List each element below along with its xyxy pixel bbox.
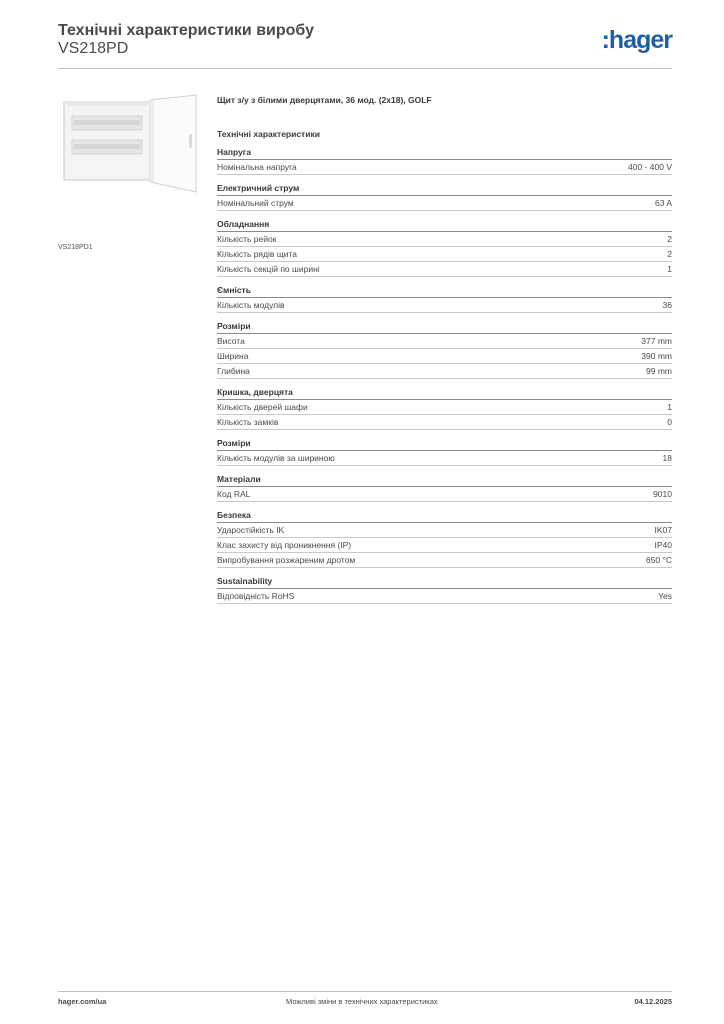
spec-value: 1 bbox=[667, 402, 672, 412]
spec-content bbox=[217, 95, 672, 604]
page-title: Технічні характеристики виробу bbox=[58, 22, 314, 39]
spec-group bbox=[217, 147, 672, 175]
product-code: VS218PD bbox=[58, 40, 129, 57]
spec-label: Кількість рядів щита bbox=[217, 249, 297, 259]
spec-label: Глибина bbox=[217, 366, 250, 376]
spec-group bbox=[217, 285, 672, 313]
spec-group-title: Розміри bbox=[217, 438, 672, 451]
spec-row bbox=[217, 415, 672, 430]
spec-value: 18 bbox=[662, 453, 672, 463]
footer-website[interactable]: hager.com/ua bbox=[58, 997, 107, 1006]
spec-label: Номінальний струм bbox=[217, 198, 294, 208]
spec-label: Ширина bbox=[217, 351, 249, 361]
spec-row bbox=[217, 487, 672, 502]
spec-label: Кількість модулів bbox=[217, 300, 285, 310]
spec-group-title: Кришка, дверцята bbox=[217, 387, 672, 400]
spec-label: Кількість дверей шафи bbox=[217, 402, 308, 412]
footer-divider bbox=[58, 991, 672, 992]
spec-label: Кількість замків bbox=[217, 417, 279, 427]
spec-group bbox=[217, 183, 672, 211]
spec-row bbox=[217, 247, 672, 262]
spec-label: Кількість секцій по ширині bbox=[217, 264, 320, 274]
spec-row bbox=[217, 262, 672, 277]
spec-group bbox=[217, 438, 672, 466]
spec-value: 0 bbox=[667, 417, 672, 427]
spec-group bbox=[217, 474, 672, 502]
spec-value: 650 °C bbox=[645, 555, 672, 565]
spec-group-title: Розміри bbox=[217, 321, 672, 334]
spec-row bbox=[217, 538, 672, 553]
spec-label: Кількість модулів за шириною bbox=[217, 453, 335, 463]
spec-group-title: Обладнання bbox=[217, 219, 672, 232]
spec-value: 99 mm bbox=[646, 366, 672, 376]
spec-row bbox=[217, 553, 672, 568]
spec-group-title: Ємність bbox=[217, 285, 672, 298]
spec-group bbox=[217, 219, 672, 277]
spec-label: Відповідність RoHS bbox=[217, 591, 295, 601]
spec-row bbox=[217, 232, 672, 247]
spec-value: 9010 bbox=[653, 489, 672, 499]
product-image bbox=[58, 94, 198, 234]
spec-row bbox=[217, 589, 672, 604]
spec-value: 390 mm bbox=[641, 351, 672, 361]
spec-value: Yes bbox=[658, 591, 672, 601]
spec-row bbox=[217, 349, 672, 364]
spec-row bbox=[217, 523, 672, 538]
spec-value: 63 A bbox=[654, 198, 672, 208]
spec-label: Ударостійкість IK bbox=[217, 525, 285, 535]
image-caption: VS218PD1 bbox=[58, 244, 93, 251]
spec-label: Висота bbox=[217, 336, 245, 346]
spec-row bbox=[217, 451, 672, 466]
spec-group-title: Матеріали bbox=[217, 474, 672, 487]
spec-group bbox=[217, 387, 672, 430]
page-header bbox=[58, 20, 672, 70]
spec-group bbox=[217, 576, 672, 604]
spec-value: 1 bbox=[667, 264, 672, 274]
spec-groups bbox=[217, 147, 672, 604]
spec-label: Випробування розжареним дротом bbox=[217, 555, 356, 565]
spec-group-title: Sustainability bbox=[217, 576, 672, 589]
spec-row bbox=[217, 334, 672, 349]
spec-value: 2 bbox=[667, 249, 672, 259]
spec-group bbox=[217, 321, 672, 379]
spec-value: IP40 bbox=[654, 540, 672, 550]
footer-note: Можливі зміни в технічних характеристиках bbox=[286, 997, 438, 1006]
product-name: Щит з/у з білими дверцятами, 36 мод. (2х18), GOLF bbox=[217, 95, 432, 105]
spec-group bbox=[217, 510, 672, 568]
spec-value: 400 - 400 V bbox=[628, 162, 672, 172]
spec-value: 36 bbox=[662, 300, 672, 310]
spec-row bbox=[217, 160, 672, 175]
spec-heading: Технічні характеристики bbox=[217, 129, 320, 139]
spec-group-title: Напруга bbox=[217, 147, 672, 160]
spec-value: 2 bbox=[667, 234, 672, 244]
spec-row bbox=[217, 364, 672, 379]
spec-label: Кількість рейок bbox=[217, 234, 277, 244]
spec-value: IK07 bbox=[654, 525, 672, 535]
spec-group-title: Електричний струм bbox=[217, 183, 672, 196]
spec-row bbox=[217, 298, 672, 313]
spec-value: 377 mm bbox=[641, 336, 672, 346]
footer-date: 04.12.2025 bbox=[634, 997, 672, 1006]
spec-label: Код RAL bbox=[217, 489, 251, 499]
spec-row bbox=[217, 196, 672, 211]
spec-group-title: Безпека bbox=[217, 510, 672, 523]
header-divider bbox=[58, 68, 672, 69]
spec-row bbox=[217, 400, 672, 415]
spec-label: Номінальна напруга bbox=[217, 162, 297, 172]
hager-logo: :hager bbox=[601, 26, 672, 54]
distribution-board-illustration bbox=[58, 94, 198, 234]
spec-label: Клас захисту від проникнення (IP) bbox=[217, 540, 352, 550]
